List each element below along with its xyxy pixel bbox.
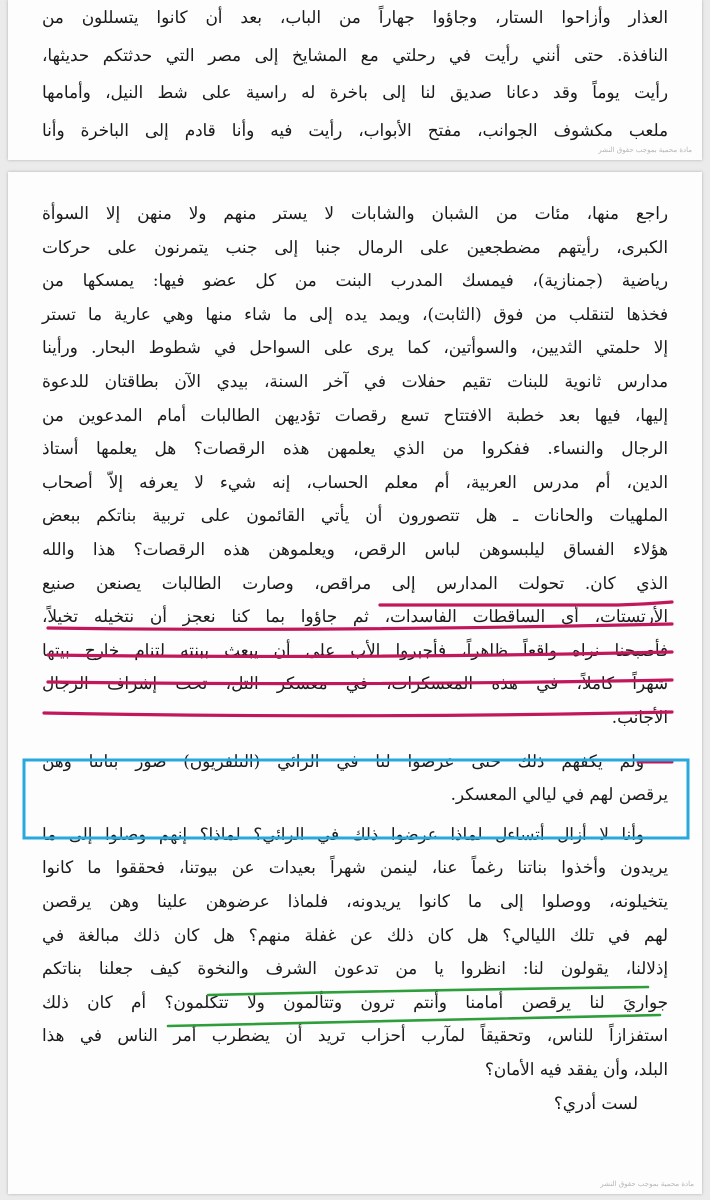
text-line: ملعب مكشوف الجوانب، مفتح الأبواب، رأيت فيه وأنا قادم إلى الباخرة وأنا (42, 119, 668, 140)
text-line: شهراً كاملاً، في هذه المعسكرات، في معسكر التل، تحت إشراف الرجال (42, 673, 668, 694)
text-line: الملهيات والحانات ـ هل تتصورون أن يأتي القائمون على تربية بناتكم ببعض (42, 505, 668, 526)
copyright-watermark: مادة محمية بموجب حقوق النشر (598, 146, 692, 154)
text-line: الرجال والنساء. ففكروا من الذي يعلمهن هذه الرقصات؟ هل يعلمها أستاذ (42, 438, 668, 459)
bottom-page-text (8, 172, 702, 1194)
text-line: فأصبحنا نراه واقعاً ظاهراً، فأجبروا الأب على أن يبعث ببنته لتنام خارج بيتها (42, 639, 668, 660)
text-line: الذي كان. تحولت المدارس إلى مراقص، وصارت الطالبات يصنعن صنيع (42, 572, 668, 593)
text-line: وأنا لا أزال أتساءل لماذا عرضوا ذلك في الرائي؟ لماذا؟ إنهم وصلوا إلى ما (42, 823, 644, 844)
text-line: إلا حلمتي الثديين، والسوأتين، كما يرى على السواحل في شطوط البحار. ورأينا (42, 337, 668, 358)
text-line: إليها، فيها بعد خطبة الافتتاح تسع رقصات تؤديهن الطالبات أمام المدعوين من (42, 404, 668, 425)
text-line: الأجانب. (611, 707, 668, 727)
text-line: الكبرى، رأيتهم مضطجعين على الرمال جنبا إلى جنب يتمرنون على حركات (42, 236, 668, 257)
text-line: هؤلاء الفساق ليلبسوهن لباس الرقص، ويعلموهن هذه الرقصات؟ هذا والله (42, 539, 668, 559)
text-line: مدارس ثانوية للبنات تقيم حفلات في آخر السنة، بيدي الآن بطاقتان للدعوة (42, 371, 668, 391)
text-line: لست أدري؟ (553, 1092, 638, 1113)
top-page-fragment (8, 0, 702, 160)
text-line: الدين، أم مدرس العربية، أم معلم الحساب، إنه شيء لا يعرفه إلاّ أصحاب (42, 471, 668, 492)
text-line: فخذها لتنقلب من فوق (الثابت)، ويمد يده إلى ما شاء منها وهي عارية ما تستر (42, 303, 668, 324)
text-line: رياضية (جمنازية)، فيمسك المدرب البنت من كل عضو فيها: يمسكها من (42, 270, 668, 291)
copyright-watermark: مادة محمية بموجب حقوق النشر (600, 1180, 694, 1188)
text-line: يتخيلونه، ووصلوا إلى ما كانوا يريدونه، فلماذا عرضوهن علينا وهن يرقصن (42, 891, 668, 911)
top-page-text (8, 0, 702, 160)
text-line: النافذة. حتى أنني رأيت في رحلتي مع المشايخ إلى مصر التي حدثتكم حديثها، (42, 44, 668, 65)
text-line: إذلالنا، يقولون لنا: انظروا يا من تدعون الشرف والنخوة كيف جعلنا بناتكم (42, 958, 668, 979)
text-line: راجع منها، مئات من الشبان والشابات لا يستر منهم ولا منهن إلا السوأة (42, 203, 668, 223)
bottom-page-fragment (8, 172, 702, 1194)
text-line: جواريَ لنا يرقصن أمامنا وأنتم ترون وتتألمون ولا تتكلمون؟ أم كان ذلك (42, 991, 668, 1012)
text-line: يرقصن لهم في ليالي المعسكر. (450, 784, 668, 805)
text-line: العذار وأزاحوا الستار، وجاؤوا جهاراً من الباب، بعد أن كانوا يتسللون من (42, 7, 668, 27)
text-line: لهم في تلك الليالي؟ هل كان ذلك عن غفلة منهم؟ هل كان ذلك مبالغة في (42, 924, 668, 945)
text-line: ولم يكفهم ذلك حتى عرضوا لنا في الرائي (التلفزيون) صور بناتنا وهن (42, 750, 644, 771)
text-line: رأيت يوماً وقد دعانا صديق لنا إلى باخرة له راسية على شط النيل، وأمامها (42, 82, 668, 102)
text-line: يريدون وأخذوا بناتنا رغماً عنا، لينمن شهراً بعيدات عن بيوتنا، فحققوا ما كانوا (42, 857, 668, 878)
text-line: استفزازاً للناس، وتحقيقاً لمآرب أحزاب تريد أن يضطرب أمر الناس في هذا (42, 1025, 668, 1046)
text-line: البلد، وأن يفقد فيه الأمان؟ (484, 1059, 668, 1079)
text-line: الأرتستات، أي الساقطات الفاسدات، ثم جاؤوا بما كنا نعجز أن نتخيله تخيلاً، (42, 606, 668, 627)
